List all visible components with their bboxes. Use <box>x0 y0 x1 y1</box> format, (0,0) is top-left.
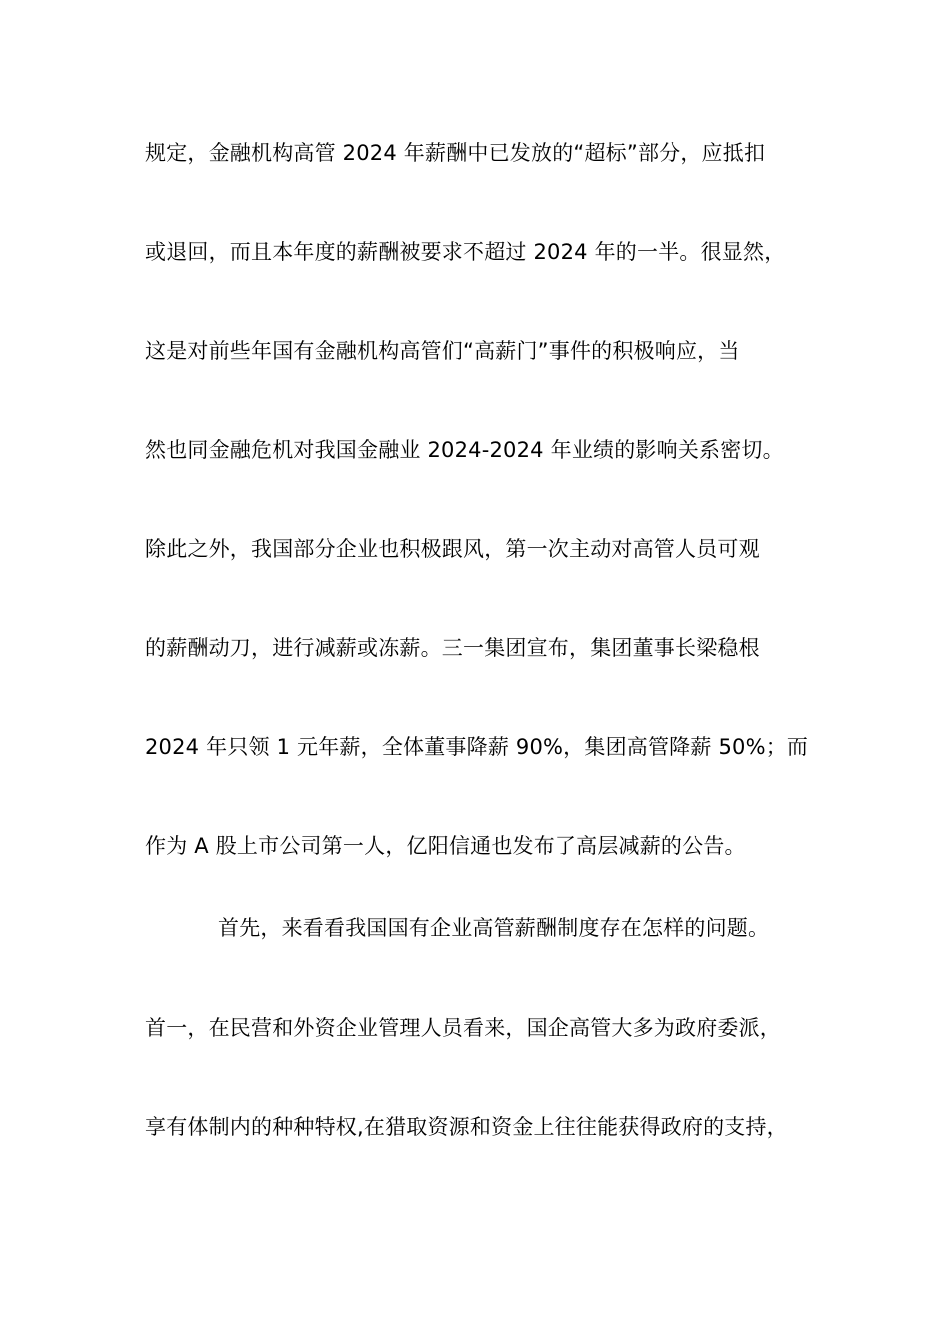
text-line: 规定，金融机构高管 2024 年薪酬中已发放的“超标”部分，应抵扣 <box>145 141 766 165</box>
text-line: 首一，在民营和外资企业管理人员看来，国企高管大多为政府委派， <box>145 1016 781 1040</box>
text-line: 2024 年只领 1 元年薪，全体董事降薪 90%，集团高管降薪 50%；而 <box>145 735 809 759</box>
text-line: 的薪酬动刀，进行减薪或冻薪。三一集团宣布，集团董事长梁稳根 <box>145 636 760 660</box>
text-line: 除此之外，我国部分企业也积极跟风，第一次主动对高管人员可观 <box>145 537 760 561</box>
text-line: 然也同金融危机对我国金融业 2024-2024 年业绩的影响关系密切。 <box>145 438 784 462</box>
text-line: 或退回，而且本年度的薪酬被要求不超过 2024 年的一半。很显然， <box>145 240 786 264</box>
text-line: 作为 A 股上市公司第一人，亿阳信通也发布了高层减薪的公告。 <box>145 834 746 858</box>
text-line: 这是对前些年国有金融机构高管们“高薪门”事件的积极响应，当 <box>145 339 740 363</box>
text-line: 享有体制内的种种特权,在猎取资源和资金上往往能获得政府的支持， <box>145 1115 788 1139</box>
paragraph-first-line: 首先，来看看我国国有企业高管薪酬制度存在怎样的问题。 <box>218 916 770 940</box>
